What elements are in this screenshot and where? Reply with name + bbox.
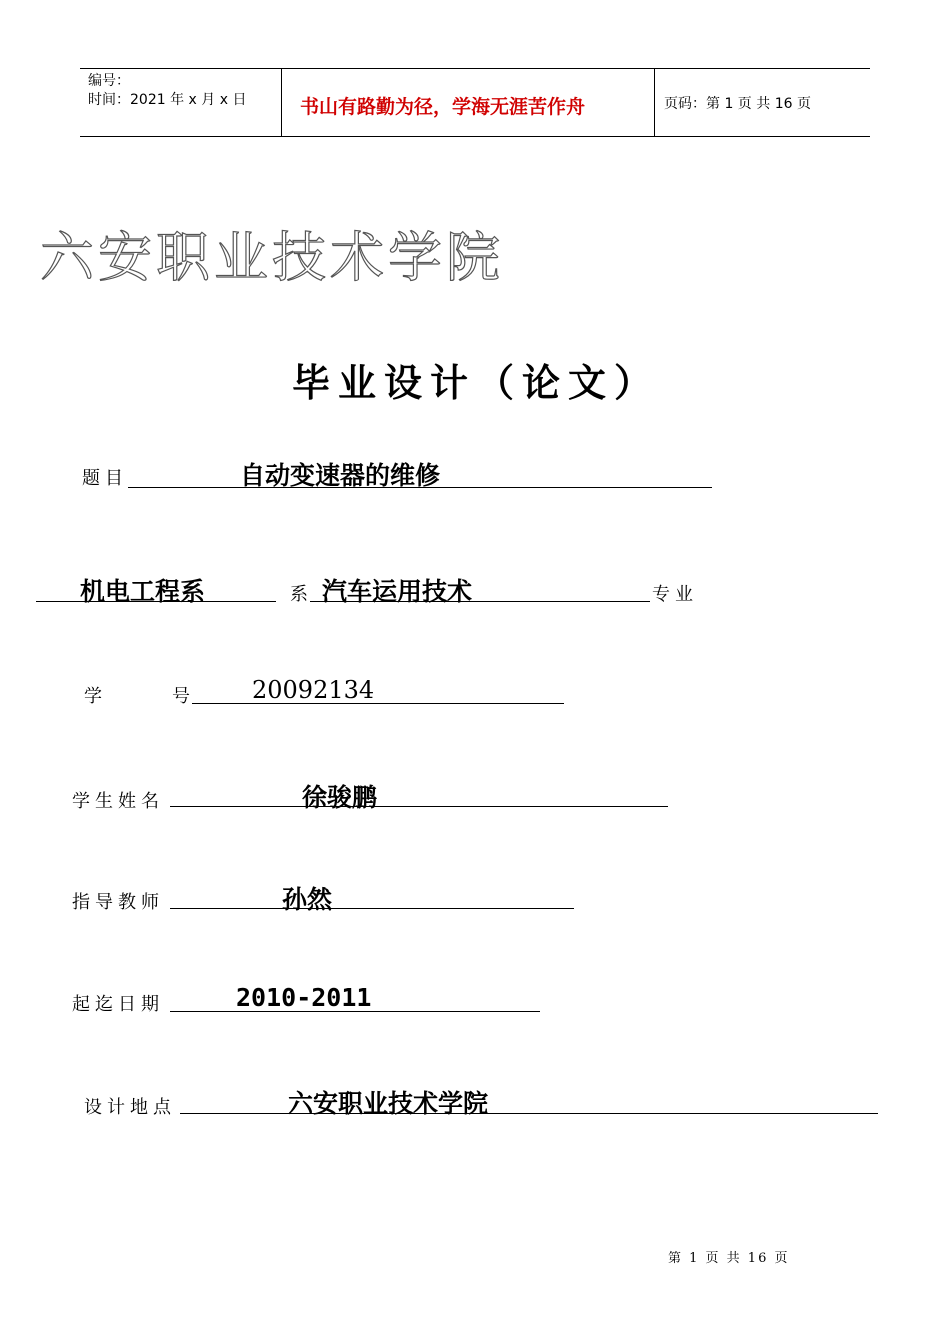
header-top-border xyxy=(80,68,870,69)
major-value: 汽车运用技术 xyxy=(322,577,473,606)
location-underline xyxy=(180,1113,878,1114)
student-id-underline xyxy=(192,703,564,704)
student-id-label-second: 号 xyxy=(172,686,195,707)
student-name-value: 徐骏鹏 xyxy=(302,783,378,812)
advisor-value: 孙然 xyxy=(282,885,333,914)
student-id-value: 20092134 xyxy=(252,676,375,704)
topic-value: 自动变速器的维修 xyxy=(240,461,441,490)
location-value: 六安职业技术学院 xyxy=(288,1089,489,1118)
department-underline xyxy=(36,601,276,602)
dates-value: 2010-2011 xyxy=(236,983,372,1012)
student-name-underline xyxy=(170,806,668,807)
major-suffix: 专业 xyxy=(652,584,698,605)
dates-label: 起迄日期 xyxy=(72,994,164,1015)
school-name-outline: 六安职业技术学院 xyxy=(40,226,504,289)
advisor-label: 指导教师 xyxy=(72,892,164,913)
header-page-label: 页码：第 1 页 共 16 页 xyxy=(664,96,811,112)
topic-underline xyxy=(128,487,712,488)
advisor-underline xyxy=(170,908,574,909)
header-motto: 书山有路勤为径，学海无涯苦作舟 xyxy=(300,96,586,118)
header-divider-right xyxy=(654,68,655,136)
department-suffix: 系 xyxy=(290,584,313,605)
header-bottom-border xyxy=(80,136,870,137)
document-title: 毕业设计（论文） xyxy=(292,360,661,405)
location-label: 设计地点 xyxy=(84,1097,176,1118)
header-divider-left xyxy=(281,68,282,136)
student-name-label: 学生姓名 xyxy=(72,791,164,812)
major-underline xyxy=(310,601,650,602)
header-time-label: 时间：2021 年 x 月 x 日 xyxy=(88,92,247,108)
topic-label: 题目 xyxy=(82,468,128,489)
department-value: 机电工程系 xyxy=(80,577,206,606)
header-serial-label: 编号： xyxy=(88,73,130,89)
student-id-label-first: 学 xyxy=(84,686,107,707)
dates-underline xyxy=(170,1011,540,1012)
footer-page-number: 第 1 页 共 16 页 xyxy=(668,1251,790,1266)
